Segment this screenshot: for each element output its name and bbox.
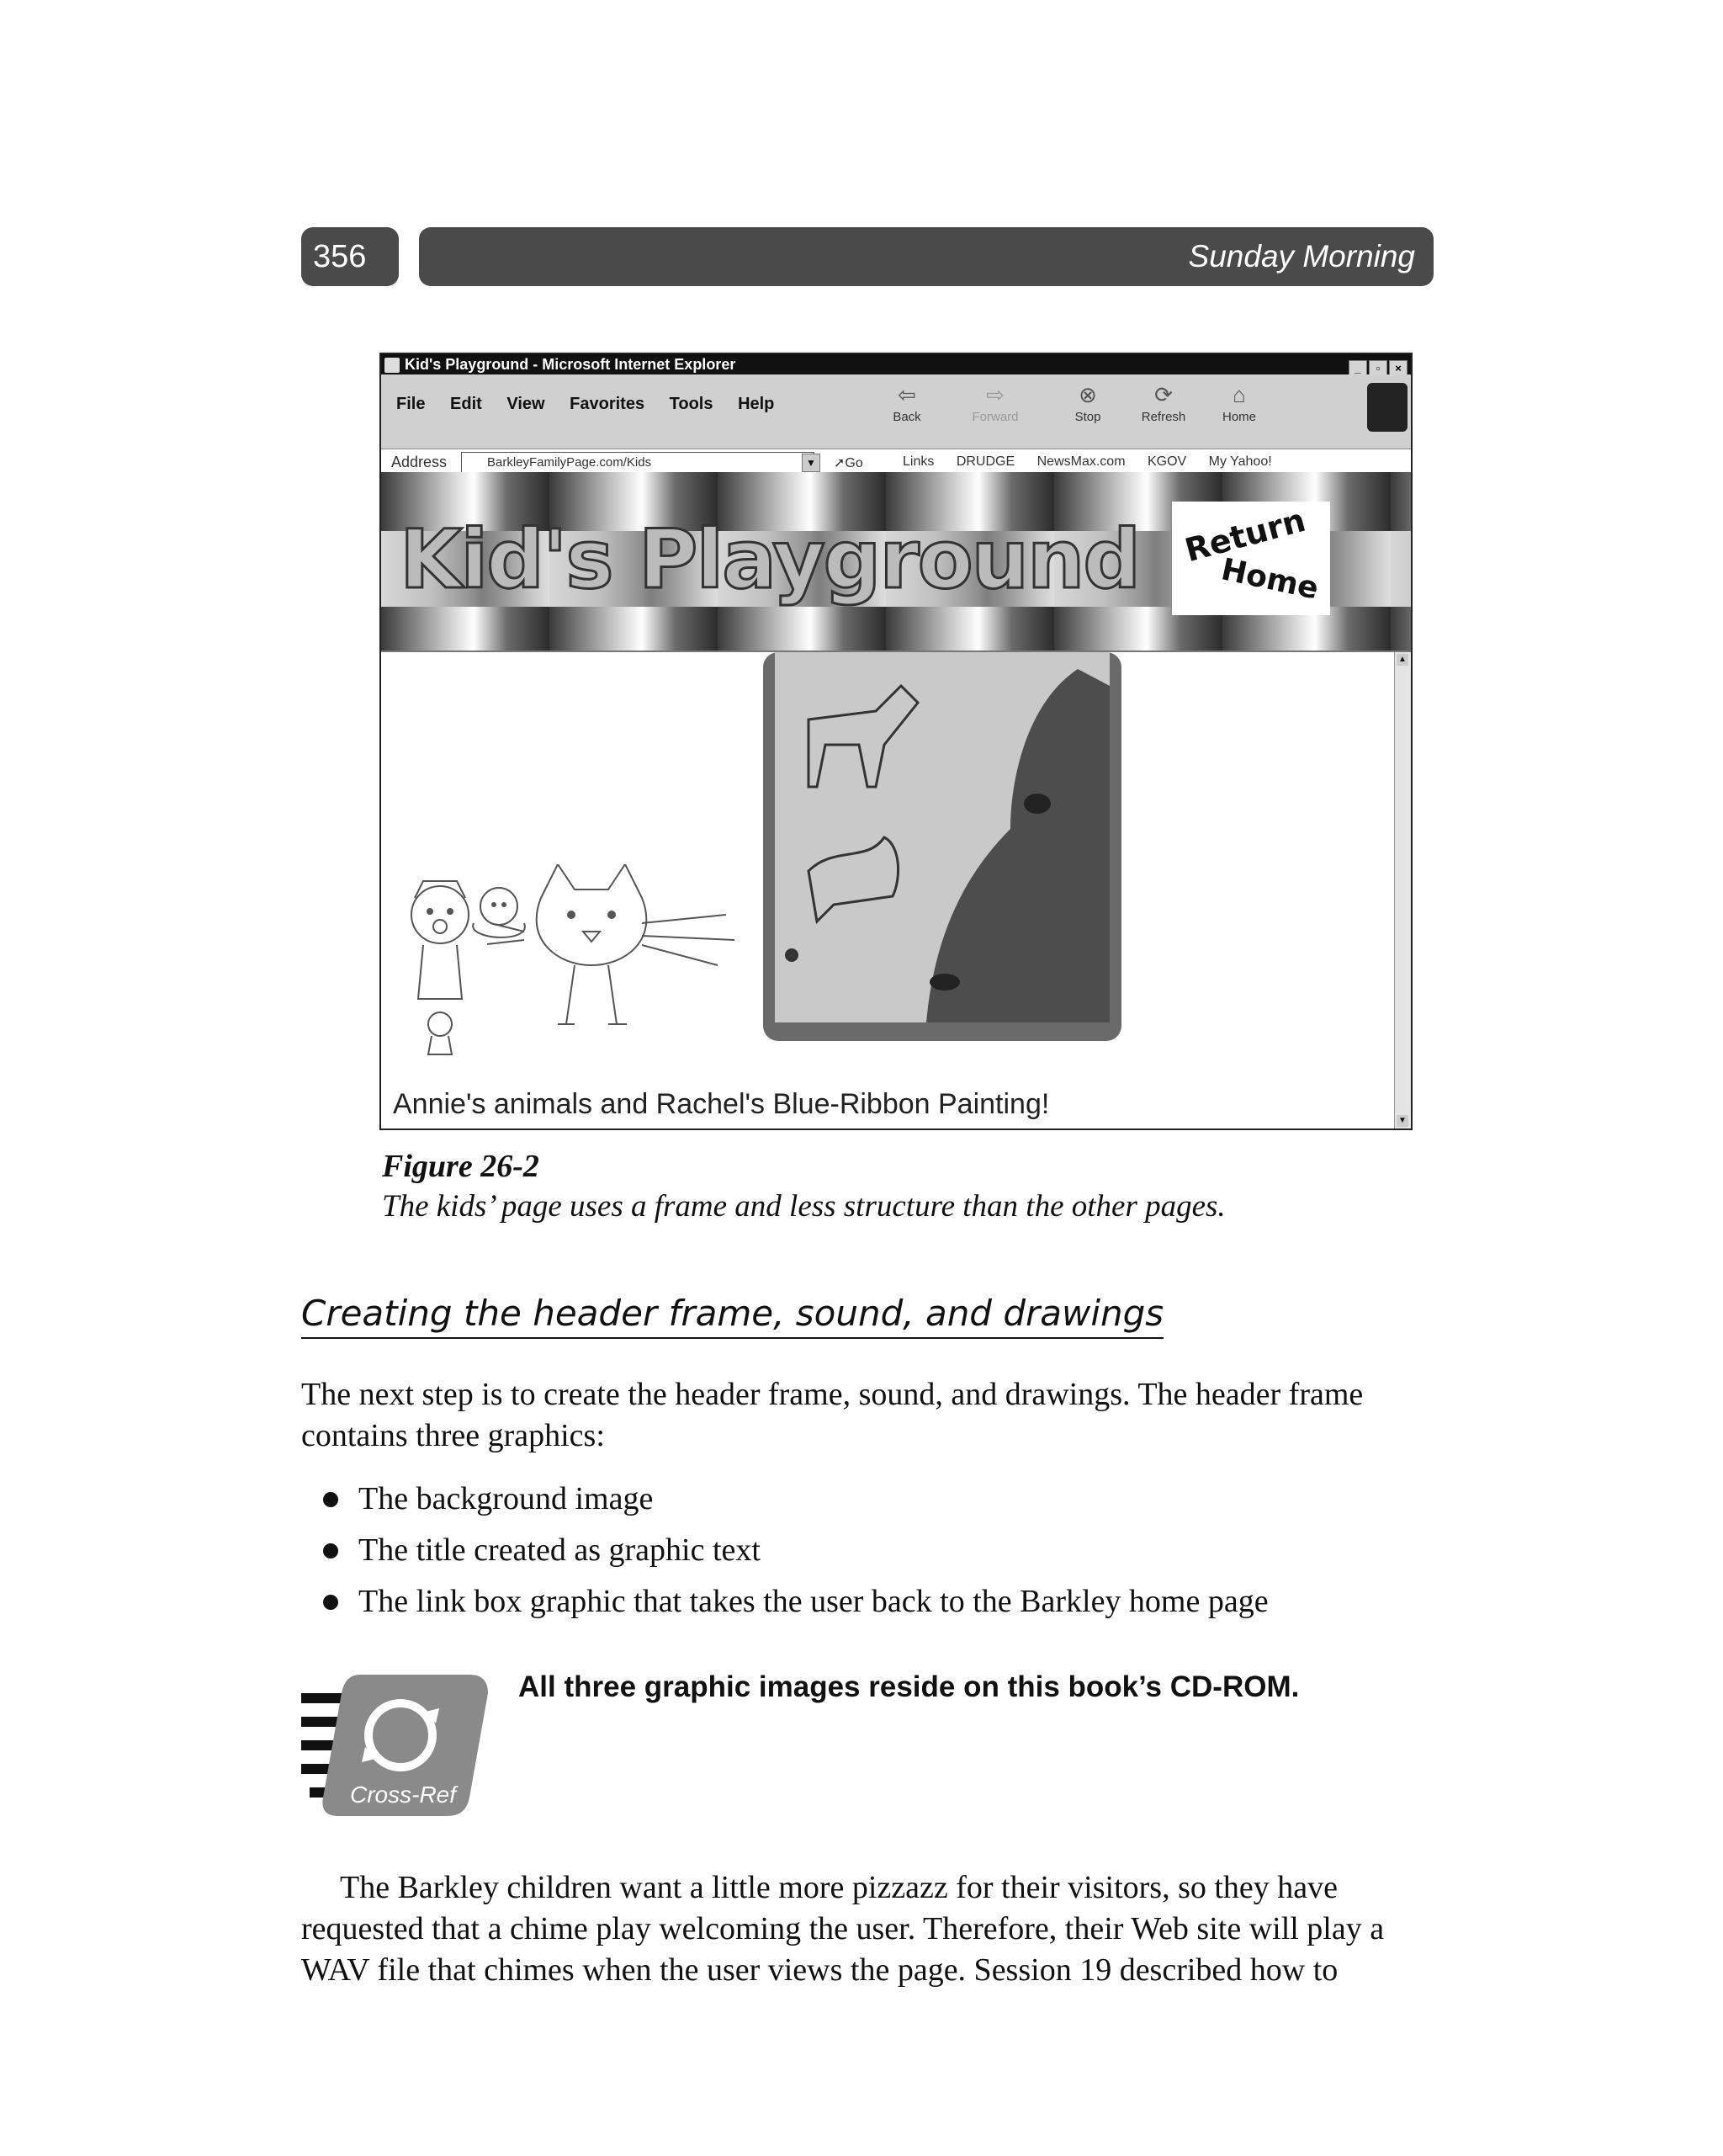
address-label: Address [391,454,448,470]
menu-edit[interactable]: Edit [450,395,482,413]
refresh-icon: ⟳ [1154,382,1173,407]
closing-paragraph: The Barkley children want a little more pizzazz for their visitors, so they have requested that a chime play welcoming the user. Therefore, their Web site will play a WAV file that chimes when the user views the page. Session 19 described how to [301,1870,1385,1988]
vertical-scrollbar[interactable] [1394,652,1412,1128]
animal-doodles [406,864,743,1058]
back-label: Back [893,410,921,424]
return-home-line1: Return [1180,501,1310,570]
links-bar [903,454,1291,470]
refresh-label: Refresh [1141,410,1186,424]
address-input[interactable]: BarkleyFamilyPage.com/Kids [461,452,814,474]
go-button[interactable]: ➚Go [834,456,863,470]
scroll-up-icon[interactable]: ▲ [1397,654,1408,666]
return-home-link[interactable] [1172,502,1330,615]
maximize-icon[interactable]: ▫ [1369,360,1387,377]
figure-caption: The kids’ page uses a frame and less structure than the other pages. [382,1189,1226,1224]
cross-ref-label: Cross-Ref [350,1782,457,1808]
home-button[interactable] [1206,383,1273,424]
links-label: Links [903,454,935,469]
bullet-icon [323,1543,338,1559]
horse-painting [758,652,1127,1046]
forward-label: Forward [972,410,1019,424]
content-caption: Annie's animals and Rachel's Blue-Ribbon Painting! [393,1088,1050,1120]
header-frame-banner [381,472,1411,652]
home-icon: ⌂ [1233,382,1246,407]
menu-bar [396,395,794,414]
bullet-icon [323,1492,338,1507]
section-heading: Creating the header frame, sound, and drawings [301,1293,1164,1339]
return-home-line2: Home [1218,552,1322,607]
figure-label: Figure 26-2 [382,1149,539,1184]
link-my-yahoo[interactable]: My Yahoo! [1208,454,1272,469]
list-item [318,1576,1269,1628]
msn-logo-icon [1367,383,1408,432]
list-item [318,1525,1269,1576]
banner-title: Kid's Playground [400,512,1140,607]
intro-paragraph: The next step is to create the header frame, sound, and drawings. The header frame contains three graphics: [301,1377,1364,1453]
window-titlebar [381,354,1411,374]
stop-icon: ⊗ [1079,382,1097,407]
close-icon[interactable]: × [1389,360,1408,377]
link-kgov[interactable]: KGOV [1147,454,1187,469]
stop-button[interactable] [1054,383,1121,424]
cross-ref-text: All three graphic images reside on this book’s CD-ROM. [518,1670,1300,1703]
menu-tools[interactable]: Tools [669,395,713,413]
bullet-list [318,1474,1269,1628]
browser-toolbar [381,374,1411,470]
nav-buttons [873,383,1311,442]
cross-ref-icon [301,1675,488,1816]
back-button[interactable] [873,383,941,424]
link-drudge[interactable]: DRUDGE [956,454,1015,469]
list-item [318,1474,1269,1525]
menu-favorites[interactable]: Favorites [570,395,645,413]
menu-view[interactable]: View [506,395,545,413]
home-label: Home [1222,410,1256,424]
content-frame [381,652,1394,1128]
browser-screenshot [379,353,1413,1130]
address-bar [381,452,1411,474]
menu-help[interactable]: Help [738,395,775,413]
list-item-text: The title created as graphic text [358,1532,761,1568]
link-newsmax[interactable]: NewsMax.com [1036,454,1126,469]
refresh-button[interactable] [1130,383,1197,424]
window-title: Kid's Playground - Microsoft Internet Explorer [405,356,736,373]
list-item-text: The background image [358,1481,654,1516]
ie-logo-icon [384,358,400,373]
back-arrow-icon: ⇦ [898,382,916,407]
go-label: Go [845,456,863,470]
forward-button[interactable] [962,383,1029,424]
running-header-title: Sunday Morning [419,227,1434,286]
list-item-text: The link box graphic that takes the user back to the Barkley home page [358,1584,1269,1619]
minimize-icon[interactable]: _ [1349,360,1367,377]
address-dropdown-icon[interactable]: ▼ [802,454,820,472]
forward-arrow-icon: ⇨ [986,382,1005,407]
page-number: 356 [301,227,399,286]
bullet-icon [323,1595,338,1610]
menu-file[interactable]: File [396,395,426,413]
scroll-down-icon[interactable]: ▼ [1397,1115,1408,1127]
stop-label: Stop [1074,410,1101,424]
